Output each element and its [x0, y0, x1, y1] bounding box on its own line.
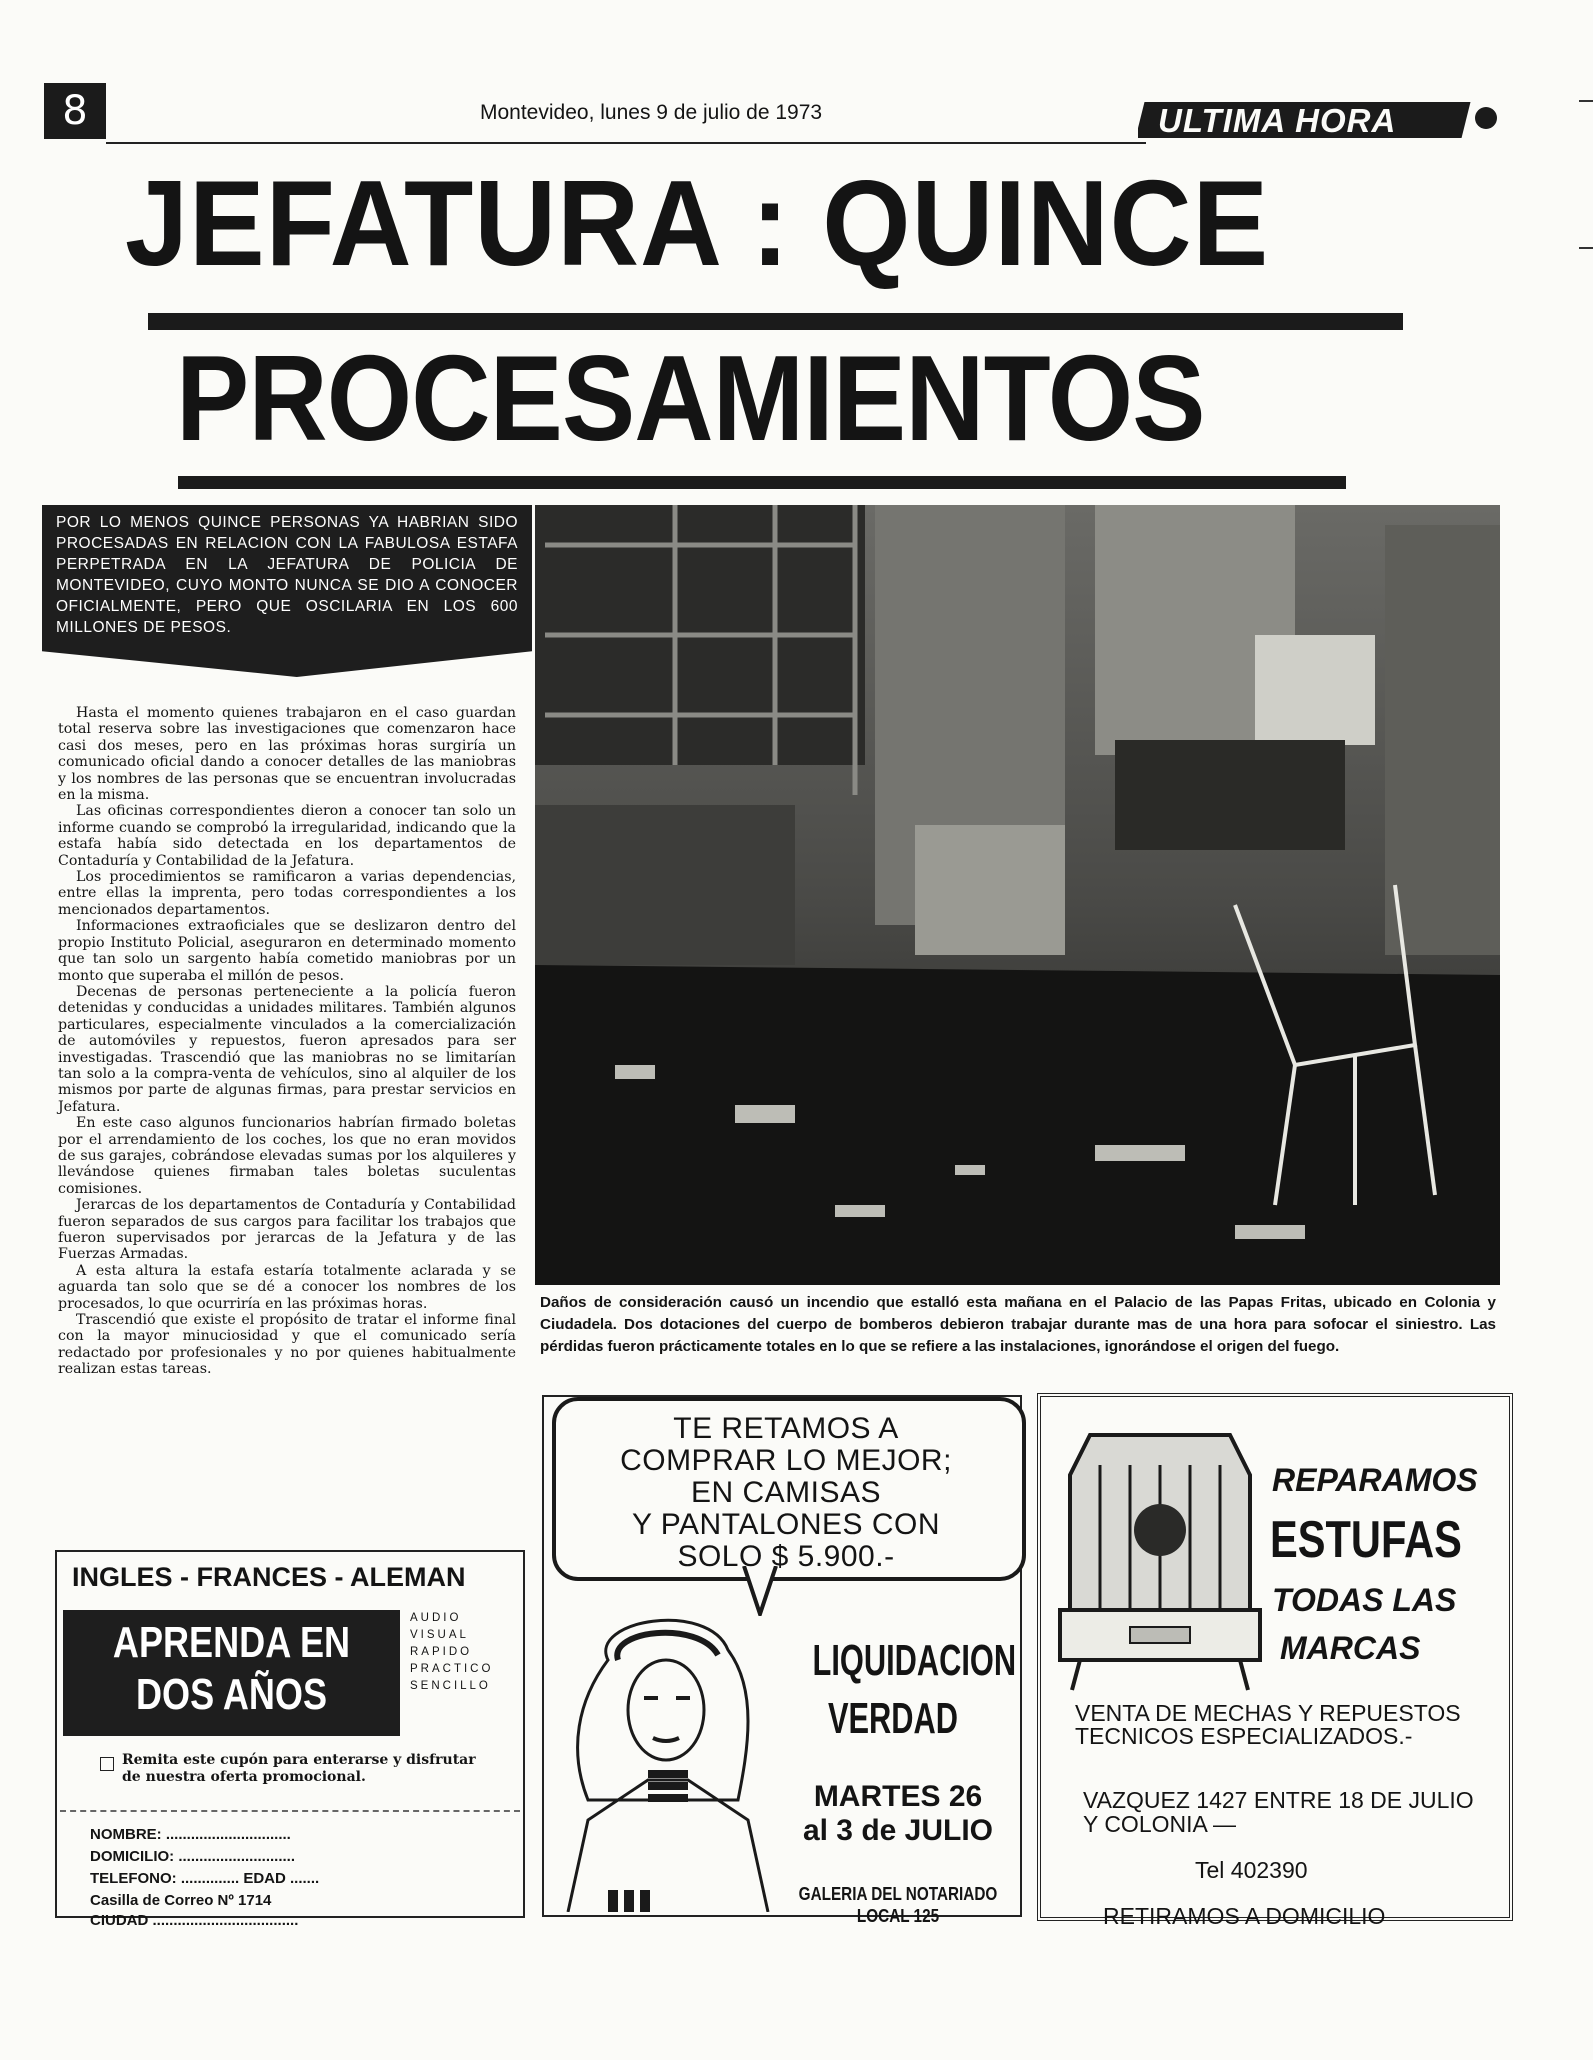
form-telefono[interactable]: TELEFONO: .............. EDAD ....... [90, 1870, 320, 1887]
edge-mark [1579, 100, 1593, 102]
form-ciudad[interactable]: CIUDAD ................................... [90, 1912, 299, 1929]
paragraph: Las oficinas correspondientes dieron a conocer tan solo un informe cuando se comprobó la irregularidad, indicando que la estafa había sido detectada en los departamentos de Contaduría y Contabilidad de la Jefatura. [58, 803, 516, 869]
title-line: LIQUIDACION [812, 1636, 1017, 1685]
bubble-text: Y PANTALONES CON [631, 1508, 941, 1541]
ad-stoves-heading: MARCAS [1280, 1630, 1421, 1666]
ad-stoves-phone: Tel 402390 [1195, 1857, 1308, 1883]
bubble-text: SOLO $ 5.900.- [677, 1540, 895, 1573]
header-rule [106, 142, 1146, 144]
lead-text: POR LO MENOS QUINCE PERSONAS YA HABRIAN SIDO PROCESADAS EN RELACION CON LA FABULOSA ESTAFA PERPETRADA EN LA JEFATURA DE POLICIA DE MONTEVIDEO, CUYO MONTO NUNCA SE DIO A CONOCER OFICIALMENTE, PERO QUE OSCILARIA EN LOS 600 MILLONES DE PESOS. [56, 514, 518, 636]
ad-languages-slogan: DOS AÑOS [135, 1670, 328, 1719]
ad-stoves-address: VAZQUEZ 1427 ENTRE 18 DE JULIO Y COLONIA — [1083, 1787, 1474, 1837]
paragraph: En este caso algunos funcionarios habrían firmado boletas por el arrendamiento de los coches, los que no eran movidos de sus garajes, cobrándose elevadas sumas por los alquileres y llevándose quienes firmaban tales boletas suculentas comisiones. [58, 1115, 516, 1197]
title-line: VERDAD [827, 1694, 959, 1743]
form-nombre[interactable]: NOMBRE: .............................. [90, 1826, 291, 1843]
ad-feature: PRACTICO [410, 1663, 494, 1675]
coupon-text: Remita este cupón para enterarse y disfrutar de nuestra oferta promocional. [122, 1752, 476, 1785]
ad-feature: RAPIDO [410, 1646, 473, 1658]
ad-clothing-location [798, 1883, 999, 1927]
headline-line-2: PROCESAMIENTOS [176, 330, 1205, 466]
form-domicilio[interactable]: DOMICILIO: ............................ [90, 1848, 296, 1865]
ad-feature: AUDIO [410, 1612, 462, 1624]
paragraph: Jerarcas de los departamentos de Contaduría y Contabilidad fueron separados de sus cargos para facilitar los trabajos que fueron supervisados por jerarcas de la Jefatura y de las Fuerzas Armadas. [58, 1197, 516, 1263]
ad-clothing-dates [780, 1780, 1016, 1848]
edge-mark [1579, 247, 1593, 249]
date-line: al 3 de JULIO [802, 1814, 994, 1847]
heater-illustration [1050, 1405, 1270, 1695]
headline-line-1: JEFATURA : QUINCE [125, 155, 1270, 291]
paragraph: Los procedimientos se ramificaron a varias dependencias, entre ellas la imprenta, pero todas correspondientes a los mencionados departamentos. [58, 869, 516, 918]
ad-stoves-services: VENTA DE MECHAS Y REPUESTOS TECNICOS ESPECIALIZADOS.- [1075, 1700, 1461, 1749]
paragraph: Trascendió que existe el propósito de tratar el informe final con la mayor minuciosidad y que el comunicado sería redactado por profesionales y no por quienes habitualmente realizan estas tareas. [58, 1312, 516, 1378]
ad-stoves-heading: TODAS LAS [1272, 1582, 1457, 1618]
dateline: Montevideo, lunes 9 de julio de 1973 [480, 101, 823, 124]
location-line: GALERIA DEL NOTARIADO [798, 1884, 998, 1904]
bubble-text: COMPRAR LO MEJOR; [620, 1444, 952, 1477]
article-body [58, 705, 516, 1378]
coupon-cut-line [60, 1810, 520, 1812]
form-casilla: Casilla de Correo Nº 1714 [90, 1892, 272, 1909]
masthead-text: ULTIMA HORA [1158, 102, 1397, 139]
paragraph: Informaciones extraoficiales que se deslizaron dentro del propio Instituto Policial, aseguraron en determinado momento que tan solo un sargento había cometido maniobras por un monto que superaba el millón de pesos. [58, 918, 516, 984]
headline-rule [148, 313, 1403, 330]
photo-caption: Daños de consideración causó un incendio que estalló esta mañana en el Palacio de las Papas Fritas, ubicado en Colonia y Ciudadela. Dos dotaciones del cuerpo de bomberos debieron trabajar durante mas de una hora para sofocar el siniestro. Las pérdidas fueron prácticamente totales en lo que se refiere a las instalaciones, ignorándose el origen del fuego. [540, 1294, 1496, 1355]
headline-rule [178, 476, 1346, 489]
bubble-text: TE RETAMOS A [673, 1412, 899, 1445]
ad-feature: VISUAL [410, 1629, 469, 1641]
woman-illustration [548, 1600, 784, 1912]
bubble-text: EN CAMISAS [690, 1476, 882, 1509]
paragraph: Decenas de personas perteneciente a la policía fueron detenidas y conducidas a unidades militares. También algunos particulares, especialmente vinculados a la comercialización de automóviles y repuestos, fueron apresados para ser investigadas. Trascendió que las maniobras no se limitarían tan solo a la compra-venta de vehículos, sino al alquiler de los mismos por parte de algunas firmas, para prestar servicios en Jefatura. [58, 983, 516, 1115]
ad-clothing-title [812, 1632, 1017, 1748]
location-line: LOCAL 125 [856, 1906, 940, 1926]
coupon-checkbox[interactable] [100, 1757, 114, 1771]
fire-damage-photo [535, 505, 1500, 1285]
ad-stoves-pickup: RETIRAMOS A DOMICILIO [1103, 1903, 1386, 1929]
ad-stoves-heading: ESTUFAS [1270, 1511, 1462, 1569]
paragraph: Hasta el momento quienes trabajaron en el caso guardan total reserva sobre las investigaciones que comenzaron hace casi dos meses, pero en las próximas horas surgiría un comunicado oficial dando a conocer detalles de las maniobras y los nombres de las personas que se encuentran involucradas en la misma. [58, 705, 516, 804]
page-number: 8 [44, 83, 106, 139]
date-line: MARTES 26 [813, 1780, 983, 1813]
ad-feature: SENCILLO [410, 1680, 491, 1692]
ad-stoves-heading: REPARAMOS [1272, 1462, 1478, 1498]
ad-languages-slogan: APRENDA EN [112, 1618, 351, 1667]
masthead-logo [1138, 96, 1508, 144]
paragraph: A esta altura la estafa estaría totalmente aclarada y se aguarda tan solo que se dé a conocer los nombres de los procesados, lo que ocurriría en las próximas horas. [58, 1262, 516, 1312]
ad-languages-title: INGLES - FRANCES - ALEMAN [72, 1562, 466, 1592]
